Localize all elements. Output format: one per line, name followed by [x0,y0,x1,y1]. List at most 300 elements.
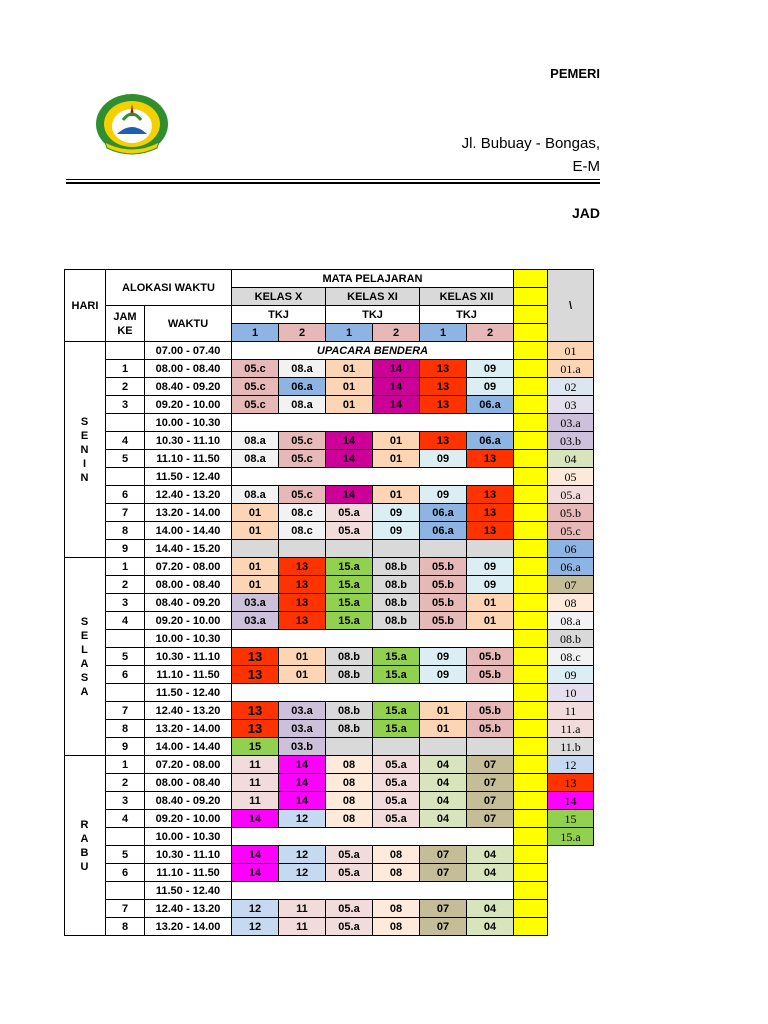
subject-cell: 04 [420,810,467,828]
highlight-column-cell [514,378,548,396]
waktu-cell: 08.40 - 09.20 [145,594,232,612]
jam-cell [106,882,145,900]
jam-cell: 7 [106,504,145,522]
highlight-column-cell [514,702,548,720]
highlight-column-cell [514,612,548,630]
subject-cell: 01 [279,666,326,684]
subject-cell: 14 [373,360,420,378]
jam-cell: 9 [106,540,145,558]
highlight-column-cell [514,630,548,648]
jam-cell: 4 [106,612,145,630]
day-label: S E N I N [65,342,106,558]
highlight-column-cell [514,846,548,864]
subject-cell: 11 [232,756,279,774]
table-row [65,558,594,576]
waktu-cell: 09.20 - 10.00 [145,396,232,414]
school-email: E-M [572,158,600,175]
subject-cell: 01 [420,720,467,738]
waktu-cell: 08.00 - 08.40 [145,360,232,378]
waktu-cell: 11.50 - 12.40 [145,882,232,900]
legend-code: 11 [548,702,594,720]
break-cell [232,414,514,432]
table-row [65,918,594,936]
subject-cell [326,540,373,558]
legend-code: 03 [548,396,594,414]
subject-cell: 09 [467,378,514,396]
subject-cell: 01 [467,612,514,630]
subject-cell: 08 [326,810,373,828]
legend-code: 06 [548,540,594,558]
subject-cell: 07 [420,864,467,882]
table-row [65,432,594,450]
waktu-cell: 07.20 - 08.00 [145,558,232,576]
subject-cell: 13 [420,432,467,450]
waktu-cell: 13.20 - 14.00 [145,918,232,936]
subject-cell: 13 [279,612,326,630]
legend-empty [548,846,594,864]
jam-cell [106,342,145,360]
subject-cell: 05.a [373,774,420,792]
subject-cell: 06.a [420,504,467,522]
schedule-title: JAD [571,205,600,221]
government-title: PEMERI [550,66,600,81]
table-row [65,594,594,612]
table-row [65,504,594,522]
subject-cell: 14 [326,432,373,450]
subject-cell: 09 [420,450,467,468]
jam-cell: 3 [106,792,145,810]
waktu-cell: 12.40 - 13.20 [145,702,232,720]
legend-empty [548,900,594,918]
waktu-cell: 09.20 - 10.00 [145,810,232,828]
subject-cell: 12 [279,846,326,864]
subject-cell: 14 [326,486,373,504]
legend-code: 01 [548,342,594,360]
legend-code: 13 [548,774,594,792]
legend-code: 07 [548,576,594,594]
highlight-column-cell [514,918,548,936]
waktu-cell: 10.00 - 10.30 [145,630,232,648]
subject-cell [232,540,279,558]
subject-cell: 09 [373,522,420,540]
table-row [65,378,594,396]
subject-cell [373,540,420,558]
highlight-column-cell [514,810,548,828]
jam-cell: 6 [106,864,145,882]
subject-cell: 08.b [326,702,373,720]
subject-cell: 01 [232,558,279,576]
subject-cell: 09 [420,486,467,504]
subject-cell: 01 [232,522,279,540]
subject-cell: 04 [467,900,514,918]
subject-cell: 05.c [232,378,279,396]
subject-cell: 13 [420,360,467,378]
day-label: R A B U [65,756,106,936]
legend-code: 01.a [548,360,594,378]
jam-cell: 6 [106,666,145,684]
table-row [65,792,594,810]
subject-cell: 01 [326,360,373,378]
kelas-x-head: KELAS X [232,288,326,306]
subject-cell: 13 [467,486,514,504]
waktu-cell: 07.00 - 07.40 [145,342,232,360]
subject-cell: 06.a [467,396,514,414]
col-head-hari: HARI [65,270,106,342]
subject-cell: 01 [232,504,279,522]
legend-head: \ [548,270,594,342]
subject-cell: 08.b [326,666,373,684]
subject-cell: 01 [232,576,279,594]
subject-cell: 08.b [373,612,420,630]
subject-cell: 05.b [467,702,514,720]
subject-cell: 04 [467,864,514,882]
waktu-cell: 12.40 - 13.20 [145,900,232,918]
legend-code: 08 [548,594,594,612]
jam-cell [106,468,145,486]
break-cell [232,684,514,702]
col-head-waktu: WAKTU [145,306,232,342]
subject-cell: 05.a [326,504,373,522]
jam-cell: 3 [106,594,145,612]
legend-code: 05.c [548,522,594,540]
jam-cell: 2 [106,378,145,396]
sub-head-0: 1 [232,324,279,342]
subject-cell: 07 [467,792,514,810]
schedule-grid [64,269,600,944]
subject-cell: 13 [279,558,326,576]
subject-cell: 08.c [279,522,326,540]
subject-cell: 04 [467,918,514,936]
subject-cell: 14 [279,756,326,774]
waktu-cell: 14.00 - 14.40 [145,738,232,756]
legend-empty [548,882,594,900]
subject-cell: 13 [279,576,326,594]
waktu-cell: 11.10 - 11.50 [145,450,232,468]
subject-cell: 06.a [279,378,326,396]
subject-cell: 05.a [373,792,420,810]
table-row [65,774,594,792]
subject-cell: 07 [467,756,514,774]
subject-cell: 08.b [373,594,420,612]
subject-cell [373,738,420,756]
waktu-cell: 07.20 - 08.00 [145,756,232,774]
waktu-cell: 14.00 - 14.40 [145,522,232,540]
subject-cell: 09 [467,576,514,594]
waktu-cell: 10.30 - 11.10 [145,648,232,666]
table-row [65,666,594,684]
waktu-cell: 14.40 - 15.20 [145,540,232,558]
jam-cell: 8 [106,720,145,738]
subject-cell: 08 [326,756,373,774]
header-rule-bottom [66,182,600,184]
subject-cell: 08 [326,774,373,792]
highlight-column-cell [514,414,548,432]
legend-code: 05.b [548,504,594,522]
highlight-column-cell [514,324,548,342]
waktu-cell: 10.00 - 10.30 [145,414,232,432]
legend-code: 05.a [548,486,594,504]
subject-cell: 13 [467,504,514,522]
school-address: Jl. Bubuay - Bongas, [461,135,600,152]
table-row [65,864,594,882]
subject-cell: 14 [279,774,326,792]
sub-head-2: 1 [326,324,373,342]
legend-code: 04 [548,450,594,468]
highlight-column-cell [514,360,548,378]
highlight-column-cell [514,396,548,414]
legend-code: 11.b [548,738,594,756]
table-row [65,828,594,846]
jam-cell: 8 [106,522,145,540]
legend-code: 09 [548,666,594,684]
subject-cell: 15 [232,738,279,756]
subject-cell: 05.b [420,558,467,576]
kelas-xii-head: KELAS XII [420,288,514,306]
highlight-column-cell [514,486,548,504]
subject-cell: 15.a [326,612,373,630]
subject-cell: 09 [373,504,420,522]
jam-cell: 3 [106,396,145,414]
highlight-column-cell [514,666,548,684]
subject-cell: 14 [232,846,279,864]
subject-cell: 12 [232,918,279,936]
sub-head-5: 2 [467,324,514,342]
highlight-column-cell [514,756,548,774]
legend-code: 03.a [548,414,594,432]
highlight-column-cell [514,684,548,702]
subject-cell: 08.a [232,486,279,504]
jurusan-xii-head: TKJ [420,306,514,324]
highlight-column-cell [514,522,548,540]
subject-cell [420,738,467,756]
legend-code: 06.a [548,558,594,576]
subject-cell: 01 [420,702,467,720]
subject-cell: 04 [420,792,467,810]
table-row [65,900,594,918]
subject-cell: 05.b [420,612,467,630]
subject-cell: 01 [373,486,420,504]
legend-code: 15 [548,810,594,828]
subject-cell: 01 [373,450,420,468]
subject-cell: 05.c [232,396,279,414]
legend-code: 08.a [548,612,594,630]
kelas-xi-head: KELAS XI [326,288,420,306]
table-row [65,702,594,720]
jam-cell: 4 [106,810,145,828]
subject-cell: 09 [420,666,467,684]
table-row [65,396,594,414]
highlight-column-cell [514,864,548,882]
table-row [65,630,594,648]
break-cell [232,468,514,486]
waktu-cell: 08.00 - 08.40 [145,576,232,594]
waktu-cell: 13.20 - 14.00 [145,720,232,738]
legend-code: 14 [548,792,594,810]
subject-cell: 03.b [279,738,326,756]
subject-cell: 03.a [279,720,326,738]
highlight-column-cell [514,540,548,558]
subject-cell: 13 [467,522,514,540]
jam-cell: 1 [106,558,145,576]
legend-code: 10 [548,684,594,702]
subject-cell: 15.a [326,594,373,612]
subject-cell: 13 [232,648,279,666]
subject-cell: 08.a [232,432,279,450]
highlight-column-cell [514,774,548,792]
subject-cell [467,540,514,558]
subject-cell: 15.a [326,576,373,594]
subject-cell: 05.a [373,810,420,828]
subject-cell: 08.b [373,576,420,594]
jam-cell: 2 [106,576,145,594]
subject-cell [420,540,467,558]
legend-code: 05 [548,468,594,486]
legend-empty [548,864,594,882]
waktu-cell: 12.40 - 13.20 [145,486,232,504]
jam-cell: 8 [106,918,145,936]
subject-cell: 14 [232,864,279,882]
subject-cell: 07 [467,774,514,792]
waktu-cell: 08.00 - 08.40 [145,774,232,792]
subject-cell: 05.a [326,900,373,918]
jam-cell [106,414,145,432]
table-row [65,486,594,504]
jam-cell: 7 [106,900,145,918]
subject-cell: 04 [467,846,514,864]
subject-cell: 11 [279,918,326,936]
subject-cell: 14 [373,396,420,414]
waktu-cell: 11.10 - 11.50 [145,864,232,882]
subject-cell: 05.a [326,846,373,864]
subject-cell: 13 [420,378,467,396]
subject-cell: 08.a [279,396,326,414]
table-row [65,720,594,738]
subject-cell: 08.c [279,504,326,522]
jam-cell: 5 [106,450,145,468]
jam-cell: 9 [106,738,145,756]
subject-cell: 09 [467,360,514,378]
jam-cell: 5 [106,846,145,864]
subject-cell: 14 [373,378,420,396]
subject-cell: 05.b [467,720,514,738]
legend-code: 11.a [548,720,594,738]
sub-head-4: 1 [420,324,467,342]
legend-code: 02 [548,378,594,396]
break-cell [232,828,514,846]
highlight-column-cell [514,558,548,576]
legend-code: 12 [548,756,594,774]
subject-cell: 11 [232,792,279,810]
subject-cell: 05.b [467,666,514,684]
subject-cell: 14 [232,810,279,828]
subject-cell: 13 [467,450,514,468]
subject-cell: 05.c [232,360,279,378]
highlight-column-cell [514,900,548,918]
table-row [65,540,594,558]
table-row [65,414,594,432]
jurusan-x-head: TKJ [232,306,326,324]
subject-cell: 15.a [373,720,420,738]
subject-cell: 08.a [232,450,279,468]
jam-cell: 6 [106,486,145,504]
subject-cell: 04 [420,756,467,774]
legend-code: 08.c [548,648,594,666]
highlight-column-cell [514,828,548,846]
jam-cell [106,630,145,648]
schedule-table [64,269,594,936]
subject-cell: 13 [420,396,467,414]
highlight-column-cell [514,468,548,486]
highlight-column-cell [514,342,548,360]
waktu-cell: 13.20 - 14.00 [145,504,232,522]
table-row [65,342,594,360]
subject-cell: 05.a [373,756,420,774]
waktu-cell: 11.50 - 12.40 [145,684,232,702]
highlight-column-cell [514,792,548,810]
subject-cell: 08 [373,918,420,936]
waktu-cell: 10.00 - 10.30 [145,828,232,846]
highlight-column-cell [514,306,548,324]
subject-cell [467,738,514,756]
table-row [65,810,594,828]
subject-cell: 05.b [467,648,514,666]
jam-cell: 5 [106,648,145,666]
jurusan-xi-head: TKJ [326,306,420,324]
header-rule-top [66,179,600,180]
sub-head-3: 2 [373,324,420,342]
waktu-cell: 11.10 - 11.50 [145,666,232,684]
subject-cell: 05.c [279,450,326,468]
highlight-column-cell [514,648,548,666]
subject-cell: 05.c [279,432,326,450]
waktu-cell: 09.20 - 10.00 [145,612,232,630]
highlight-column-cell [514,288,548,306]
table-row [65,576,594,594]
legend-empty [548,918,594,936]
col-head-mapel: MATA PELAJARAN [232,270,514,288]
waktu-cell: 08.40 - 09.20 [145,378,232,396]
subject-cell: 04 [420,774,467,792]
subject-cell: 06.a [467,432,514,450]
sub-head-1: 2 [279,324,326,342]
highlight-column-cell [514,270,548,288]
col-head-alokasi: ALOKASI WAKTU [106,270,232,306]
subject-cell: 05.c [279,486,326,504]
subject-cell: 01 [279,648,326,666]
subject-cell: 15.a [373,648,420,666]
subject-cell: 13 [279,594,326,612]
subject-cell: 01 [467,594,514,612]
subject-cell: 13 [232,720,279,738]
subject-cell: 06.a [420,522,467,540]
subject-cell: 08.a [279,360,326,378]
subject-cell: 14 [326,450,373,468]
subject-cell: 03.a [232,612,279,630]
table-row [65,738,594,756]
subject-cell: 09 [467,558,514,576]
highlight-column-cell [514,720,548,738]
subject-cell: 13 [232,666,279,684]
table-row [65,468,594,486]
ceremony-cell: UPACARA BENDERA [232,342,514,360]
subject-cell: 13 [232,702,279,720]
subject-cell: 11 [279,900,326,918]
subject-cell: 07 [467,810,514,828]
highlight-column-cell [514,738,548,756]
highlight-column-cell [514,576,548,594]
subject-cell [279,540,326,558]
break-cell [232,630,514,648]
